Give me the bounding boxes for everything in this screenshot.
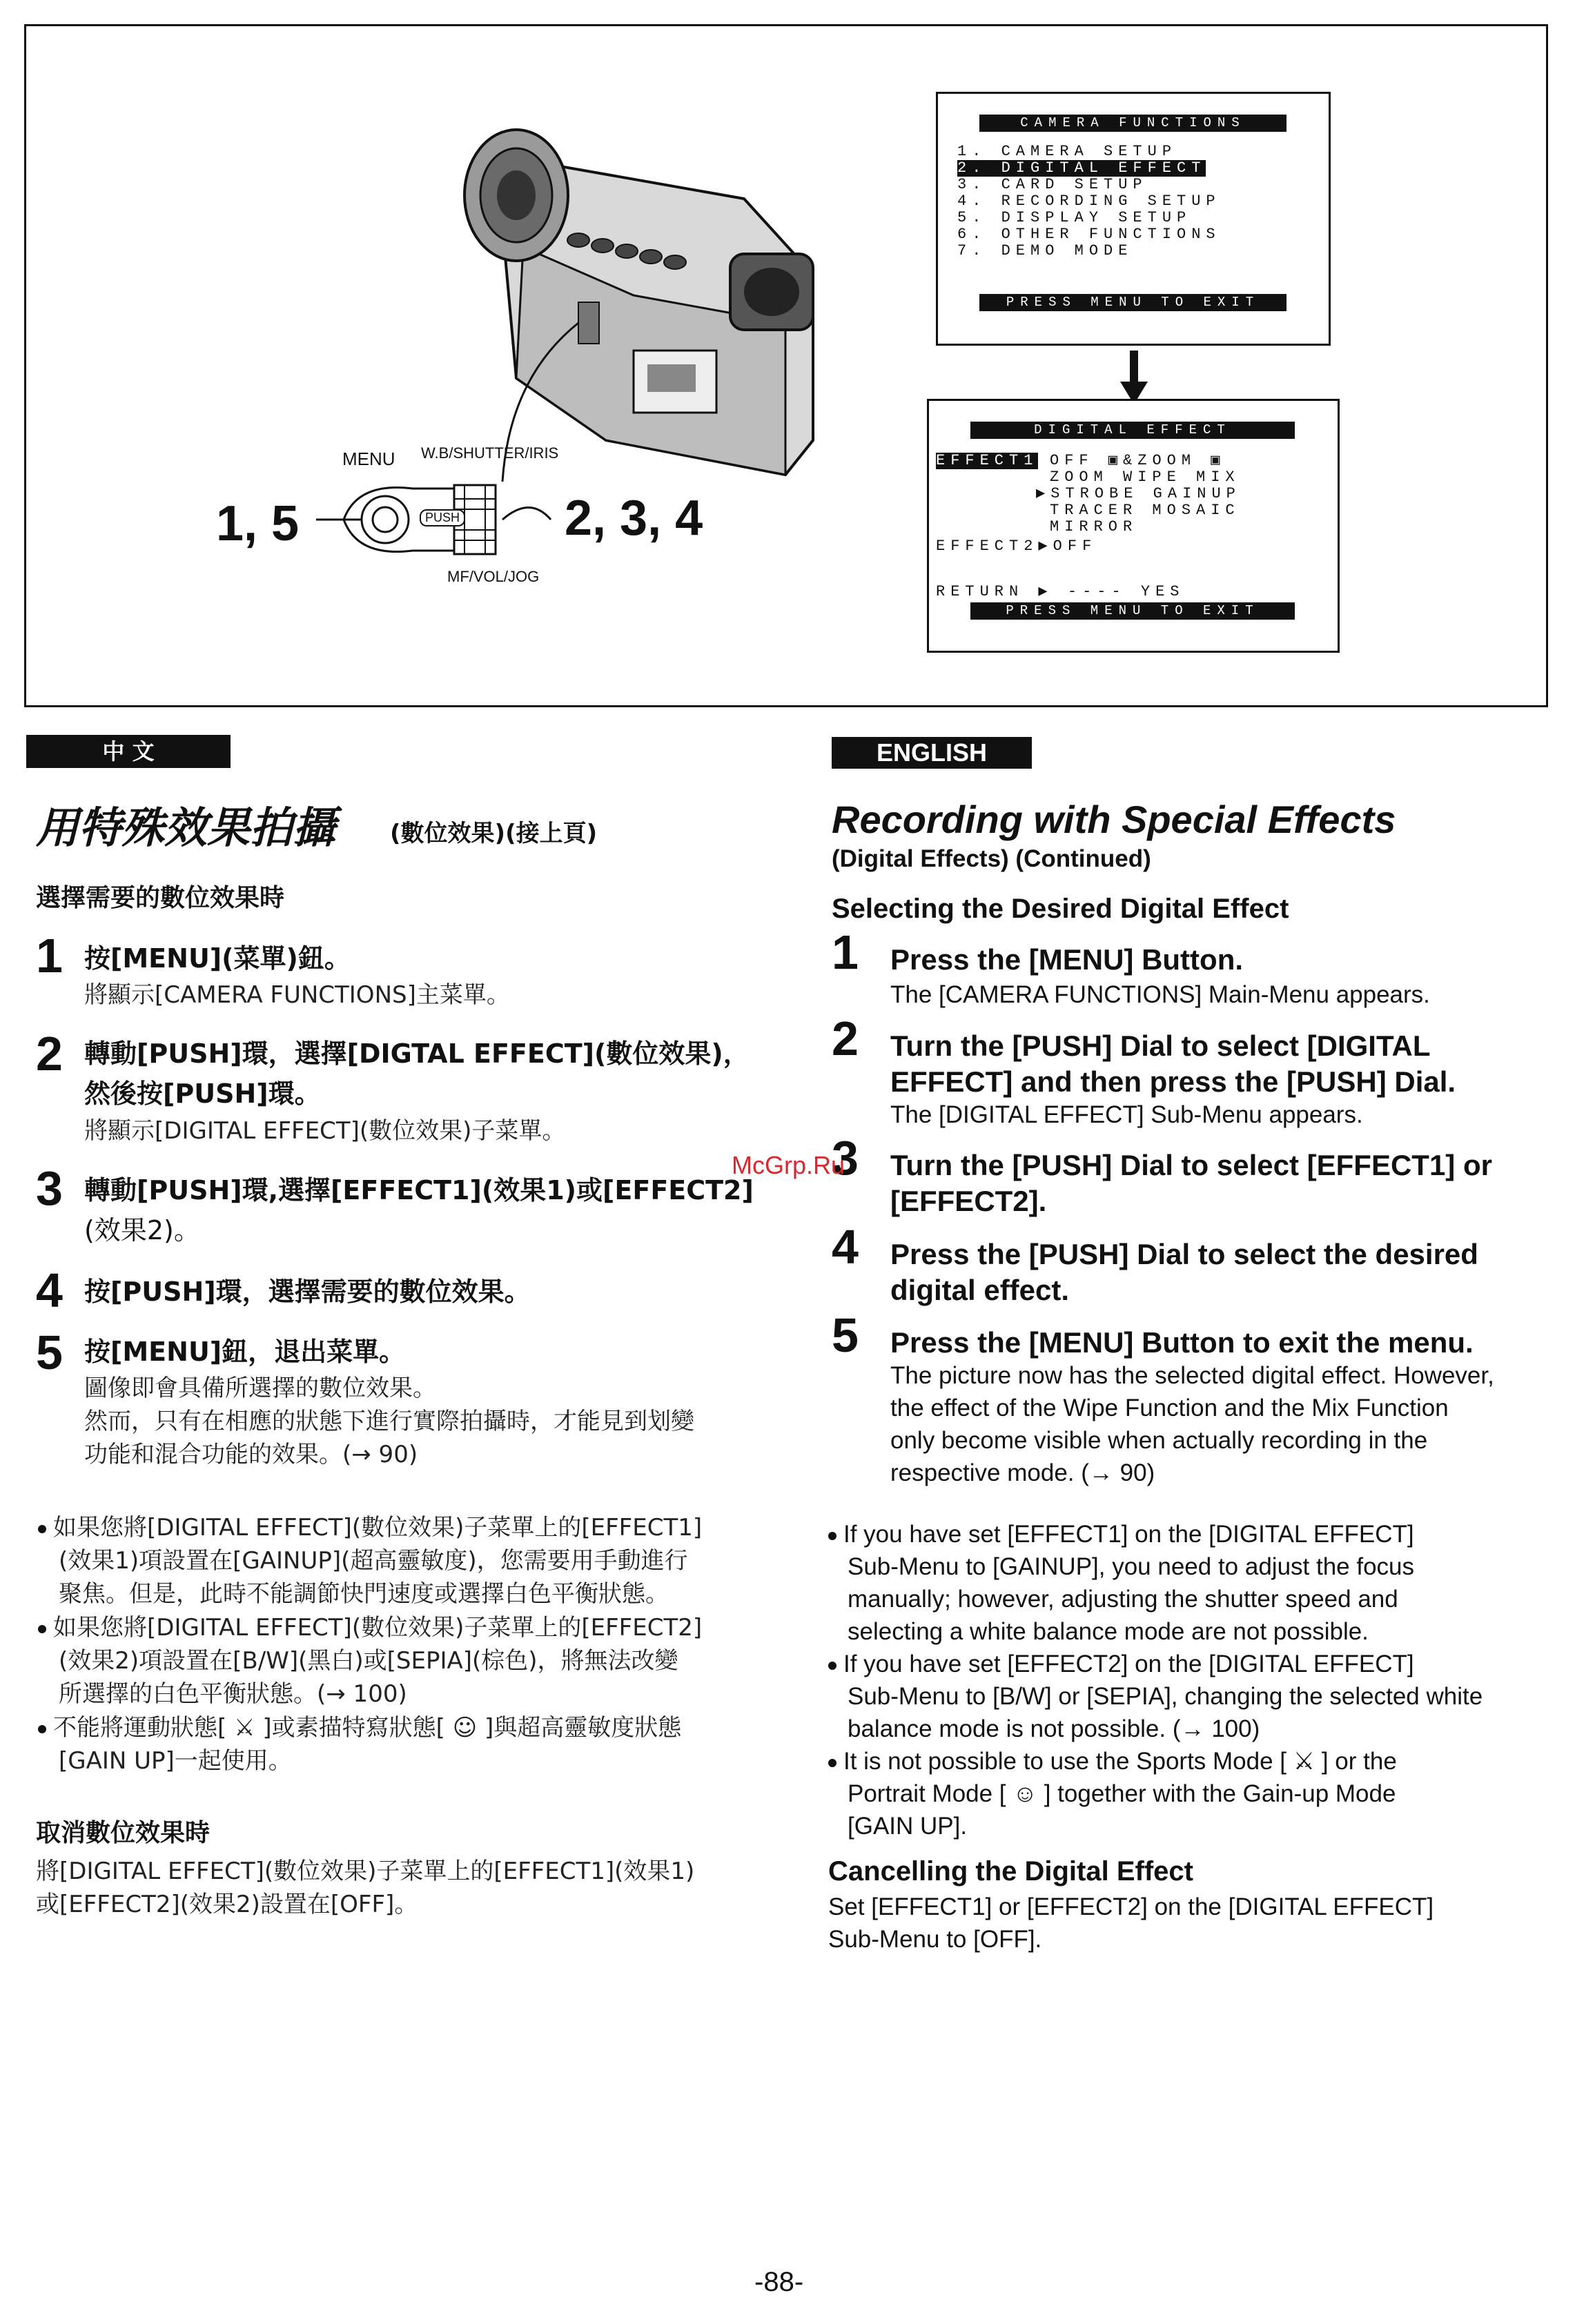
en-step-note: The picture now has the selected digital effect. However, [890, 1362, 1494, 1389]
en-step-note: The [CAMERA FUNCTIONS] Main-Menu appears. [890, 981, 1430, 1008]
return-row: RETURN ▶ ---- YES [936, 583, 1185, 600]
en-step-number: 4 [832, 1220, 859, 1274]
camera-menu-item-selected: 2. DIGITAL EFFECT [957, 159, 1206, 177]
zh-step-note: 將顯示[DIGITAL EFFECT](數位效果)子菜單。 [84, 1117, 566, 1145]
en-step-note: respective mode. (→ 90) [890, 1459, 1155, 1486]
camera-menu-item: 1. CAMERA SETUP [957, 143, 1177, 160]
en-bullet-line: It is not possible to use the Sports Mode [ ⚔ ] or the [843, 1748, 1397, 1775]
en-step-text: Press the [MENU] Button. [890, 943, 1244, 976]
camera-menu-item: 4. RECORDING SETUP [957, 193, 1221, 210]
camera-menu-footer: PRESS MENU TO EXIT [979, 294, 1287, 311]
zh-cancel-text: 或[EFFECT2](效果2)設置在[OFF]。 [36, 1891, 418, 1918]
zh-subtitle: (數位效果)(接上頁) [390, 820, 598, 847]
effect-row: OFF ▣&ZOOM ▣ [1050, 452, 1226, 469]
en-bullet-line: Portrait Mode [ ☺ ] together with the Gain-up Mode [848, 1780, 1396, 1807]
en-bullet-line: If you have set [EFFECT1] on the [DIGITAL EFFECT] [843, 1521, 1414, 1548]
en-step-text-cont: digital effect. [890, 1274, 1070, 1306]
zh-bullet-line: [GAIN UP]一起使用。 [59, 1747, 292, 1775]
zh-step-text-cont: 然後按[PUSH]環。 [84, 1079, 321, 1109]
zh-step-number: 5 [36, 1326, 63, 1379]
zh-step-text: 轉動[PUSH]環，選擇[DIGTAL EFFECT](數位效果)， [84, 1038, 750, 1069]
zh-bullet-3 [38, 1711, 770, 1778]
left-step-callout: 1, 5 [216, 496, 300, 551]
camera-menu-item: 3. CARD SETUP [957, 176, 1148, 193]
zh-bullet-1 [38, 1511, 770, 1611]
right-step-callout: 2, 3, 4 [565, 491, 703, 546]
en-step-number: 1 [832, 925, 859, 979]
en-cancel-text: Sub-Menu to [OFF]. [828, 1926, 1042, 1953]
mf-callout-label: MF/VOL/JOG [447, 568, 540, 585]
effect-row: ZOOM WIPE MIX [1050, 469, 1240, 486]
en-step-number: 5 [832, 1308, 859, 1362]
figure-box [24, 24, 1548, 707]
zh-step-note: 將顯示[CAMERA FUNCTIONS]主菜單。 [84, 981, 510, 1009]
wb-callout-label: W.B/SHUTTER/IRIS [421, 444, 559, 462]
en-bullet-line: manually; however, adjusting the shutter speed and [848, 1586, 1398, 1613]
en-step-note: only become visible when actually recording in the [890, 1427, 1428, 1454]
en-bullet-3 [828, 1745, 1560, 1842]
bullet-icon [38, 1525, 46, 1533]
en-title: Recording with Special Effects [832, 798, 1396, 841]
zh-step-number: 2 [36, 1027, 63, 1081]
page-number: -88- [754, 2267, 804, 2297]
zh-title: 用特殊效果拍攝 [36, 802, 336, 853]
bullet-icon [38, 1625, 46, 1633]
en-bullet-line: Sub-Menu to [B/W] or [SEPIA], changing the selected white [848, 1683, 1483, 1710]
zh-step-note: 圖像即會具備所選擇的數位效果。 [84, 1375, 436, 1402]
zh-step-text-cont: (效果2)。 [84, 1215, 200, 1245]
en-step-number: 2 [832, 1012, 859, 1065]
en-step-text-cont: [EFFECT2]. [890, 1185, 1047, 1217]
zh-step-note: 功能和混合功能的效果。(→ 90) [84, 1441, 418, 1468]
zh-cancel-heading: 取消數位效果時 [36, 1819, 211, 1847]
effect1-label: EFFECT1 [936, 452, 1039, 469]
en-bullet-line: balance mode is not possible. (→ 100) [848, 1715, 1260, 1742]
effect-row: ▶STROBE GAINUP [1036, 485, 1241, 502]
bullet-icon [828, 1662, 837, 1670]
watermark-text: McGrp.Ru [732, 1151, 845, 1179]
en-step-text: Press the [MENU] Button to exit the menu. [890, 1326, 1474, 1359]
effect-menu-footer: PRESS MENU TO EXIT [970, 602, 1295, 620]
zh-bullet-2 [38, 1611, 770, 1711]
en-bullet-1 [828, 1518, 1560, 1648]
zh-bullet-line: 不能將運動狀態[ ⚔ ]或素描特寫狀態[ ☺ ]與超高靈敏度狀態 [53, 1714, 682, 1742]
zh-bullet-line: (效果1)項設置在[GAINUP](超高靈敏度)，您需要用手動進行 [59, 1547, 688, 1575]
camera-menu-item: 7. DEMO MODE [957, 242, 1133, 259]
zh-section-heading: 選擇需要的數位效果時 [36, 884, 285, 912]
zh-step-text: 轉動[PUSH]環,選擇[EFFECT1](效果1)或[EFFECT2] [84, 1175, 754, 1205]
zh-step-text: 按[PUSH]環，選擇需要的數位效果。 [84, 1277, 531, 1307]
effect2-row: EFFECT2▶OFF [936, 538, 1097, 555]
push-label: PUSH [420, 509, 465, 526]
en-section-heading: Selecting the Desired Digital Effect [832, 894, 1289, 924]
en-step-text: Turn the [PUSH] Dial to select [DIGITAL [890, 1030, 1431, 1062]
en-cancel-heading: Cancelling the Digital Effect [828, 1856, 1193, 1887]
en-bullet-line: If you have set [EFFECT2] on the [DIGITAL EFFECT] [843, 1651, 1414, 1677]
zh-step-number: 3 [36, 1161, 63, 1215]
zh-step-text: 按[MENU]鈕，退出菜單。 [84, 1337, 406, 1367]
en-subtitle: (Digital Effects) (Continued) [832, 845, 1151, 872]
en-language-tag: ENGLISH [832, 737, 1032, 769]
zh-step-number: 4 [36, 1263, 63, 1317]
zh-step-number: 1 [36, 929, 63, 983]
arrow-down-icon [1117, 351, 1151, 406]
zh-language-tag: 中 文 [26, 735, 231, 768]
en-bullet-line: [GAIN UP]. [848, 1813, 968, 1840]
en-bullet-line: Sub-Menu to [GAINUP], you need to adjust the focus [848, 1553, 1415, 1580]
zh-step-note: 然而，只有在相應的狀態下進行實際拍攝時，才能見到划變 [84, 1408, 694, 1435]
zh-bullet-line: 所選擇的白色平衡狀態。(→ 100) [59, 1680, 407, 1708]
zh-bullet-line: 如果您將[DIGITAL EFFECT](數位效果)子菜單上的[EFFECT1] [53, 1514, 703, 1542]
zh-step-text: 按[MENU](菜單)鈕。 [84, 943, 351, 974]
effect-row: TRACER MOSAIC [1050, 502, 1240, 519]
en-step-note: the effect of the Wipe Function and the Mix Function [890, 1395, 1449, 1421]
camera-menu-item: 5. DISPLAY SETUP [957, 209, 1192, 226]
zh-cancel-text: 將[DIGITAL EFFECT](數位效果)子菜單上的[EFFECT1](效果1) [36, 1858, 695, 1885]
camera-functions-screen [936, 92, 1331, 346]
effect-menu-title: DIGITAL EFFECT [970, 422, 1295, 439]
zh-bullet-line: (效果2)項設置在[B/W](黑白)或[SEPIA](棕色)，將無法改變 [59, 1647, 678, 1675]
en-step-text-cont: EFFECT] and then press the [PUSH] Dial. [890, 1065, 1456, 1098]
en-bullet-2 [828, 1648, 1560, 1745]
en-step-text: Press the [PUSH] Dial to select the desired [890, 1238, 1478, 1270]
bullet-icon [828, 1759, 837, 1767]
camera-menu-title: CAMERA FUNCTIONS [979, 115, 1287, 132]
bullet-icon [828, 1532, 837, 1540]
en-step-number: 3 [832, 1131, 859, 1185]
zh-bullet-line: 如果您將[DIGITAL EFFECT](數位效果)子菜單上的[EFFECT2] [53, 1614, 703, 1642]
menu-callout-label: MENU [342, 449, 395, 469]
zh-bullet-line: 聚焦。但是，此時不能調節快門速度或選擇白色平衡狀態。 [59, 1580, 669, 1608]
en-bullet-line: selecting a white balance mode are not possible. [848, 1618, 1369, 1645]
en-step-text: Turn the [PUSH] Dial to select [EFFECT1] or [890, 1149, 1492, 1181]
digital-effect-screen [927, 399, 1340, 653]
effect-row: MIRROR [1050, 518, 1138, 535]
en-cancel-text: Set [EFFECT1] or [EFFECT2] on the [DIGITAL EFFECT] [828, 1893, 1434, 1920]
en-step-note: The [DIGITAL EFFECT] Sub-Menu appears. [890, 1101, 1363, 1128]
bullet-icon [38, 1725, 46, 1733]
camera-menu-item: 6. OTHER FUNCTIONS [957, 226, 1221, 243]
